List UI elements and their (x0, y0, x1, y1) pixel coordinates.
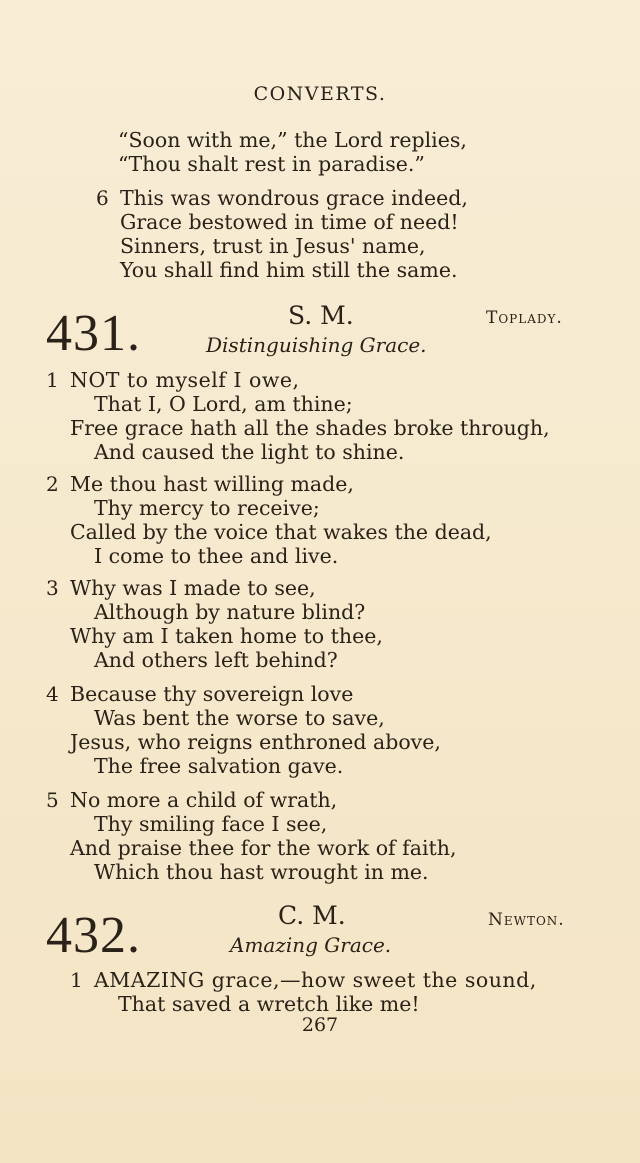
stanza-number: 2 (46, 472, 59, 496)
stanza-line: Sinners, trust in Jesus' name, (120, 234, 426, 258)
stanza-line: No more a child of wrath, (70, 788, 338, 812)
hymn-number: 431. (46, 305, 141, 362)
stanza-line: That saved a wretch like me! (118, 992, 420, 1016)
hymn-meter: C. M. (278, 901, 346, 930)
stanza-line: Thy smiling face I see, (94, 812, 328, 836)
stanza-line: Why was I made to see, (70, 576, 316, 600)
stanza-line: Jesus, who reigns enthroned above, (70, 730, 441, 754)
hymn-meter: S. M. (288, 301, 354, 330)
hymn-author: Newton. (488, 910, 565, 930)
stanza-line: And others left behind? (94, 648, 338, 672)
stanza-line: And praise thee for the work of faith, (70, 836, 457, 860)
stanza-line: Free grace hath all the shades broke through, (70, 416, 550, 440)
stanza-line: NOT to myself I owe, (70, 368, 300, 392)
hymn-number: 432. (46, 907, 141, 964)
stanza-line: Was bent the worse to save, (94, 706, 385, 730)
running-header: CONVERTS. (253, 83, 387, 105)
stanza-line: Because thy sovereign love (70, 682, 354, 706)
stanza-line: Why am I taken home to thee, (70, 624, 383, 648)
stanza-line: This was wondrous grace indeed, (120, 186, 468, 210)
stanza-line: Called by the voice that wakes the dead, (70, 520, 492, 544)
stanza-number: 5 (46, 788, 59, 812)
stanza-line: AMAZING grace,—how sweet the sound, (94, 968, 537, 992)
page-number: 267 (301, 1014, 339, 1036)
stanza-line: I come to thee and live. (94, 544, 339, 568)
stanza-line: Thy mercy to receive; (94, 496, 320, 520)
stanza-line: Which thou hast wrought in me. (94, 860, 429, 884)
hymn-author: Toplady. (486, 308, 563, 328)
stanza-number: 3 (46, 576, 59, 600)
stanza-number: 1 (46, 368, 59, 392)
stanza-line: And caused the light to shine. (94, 440, 405, 464)
stanza-line: Although by nature blind? (94, 600, 366, 624)
stanza-line: Grace bestowed in time of need! (120, 210, 459, 234)
hymn-subtitle: Amazing Grace. (230, 933, 392, 957)
continuation-line: “Soon with me,” the Lord replies, (118, 128, 467, 152)
stanza-line: That I, O Lord, am thine; (94, 392, 353, 416)
stanza-number: 6 (96, 186, 109, 210)
stanza-line: The free salvation gave. (94, 754, 344, 778)
hymn-subtitle: Distinguishing Grace. (206, 333, 427, 357)
stanza-line: Me thou hast willing made, (70, 472, 354, 496)
stanza-number: 1 (70, 968, 83, 992)
stanza-number: 4 (46, 682, 59, 706)
stanza-line: You shall find him still the same. (120, 258, 458, 282)
continuation-line: “Thou shalt rest in paradise.” (118, 152, 425, 176)
